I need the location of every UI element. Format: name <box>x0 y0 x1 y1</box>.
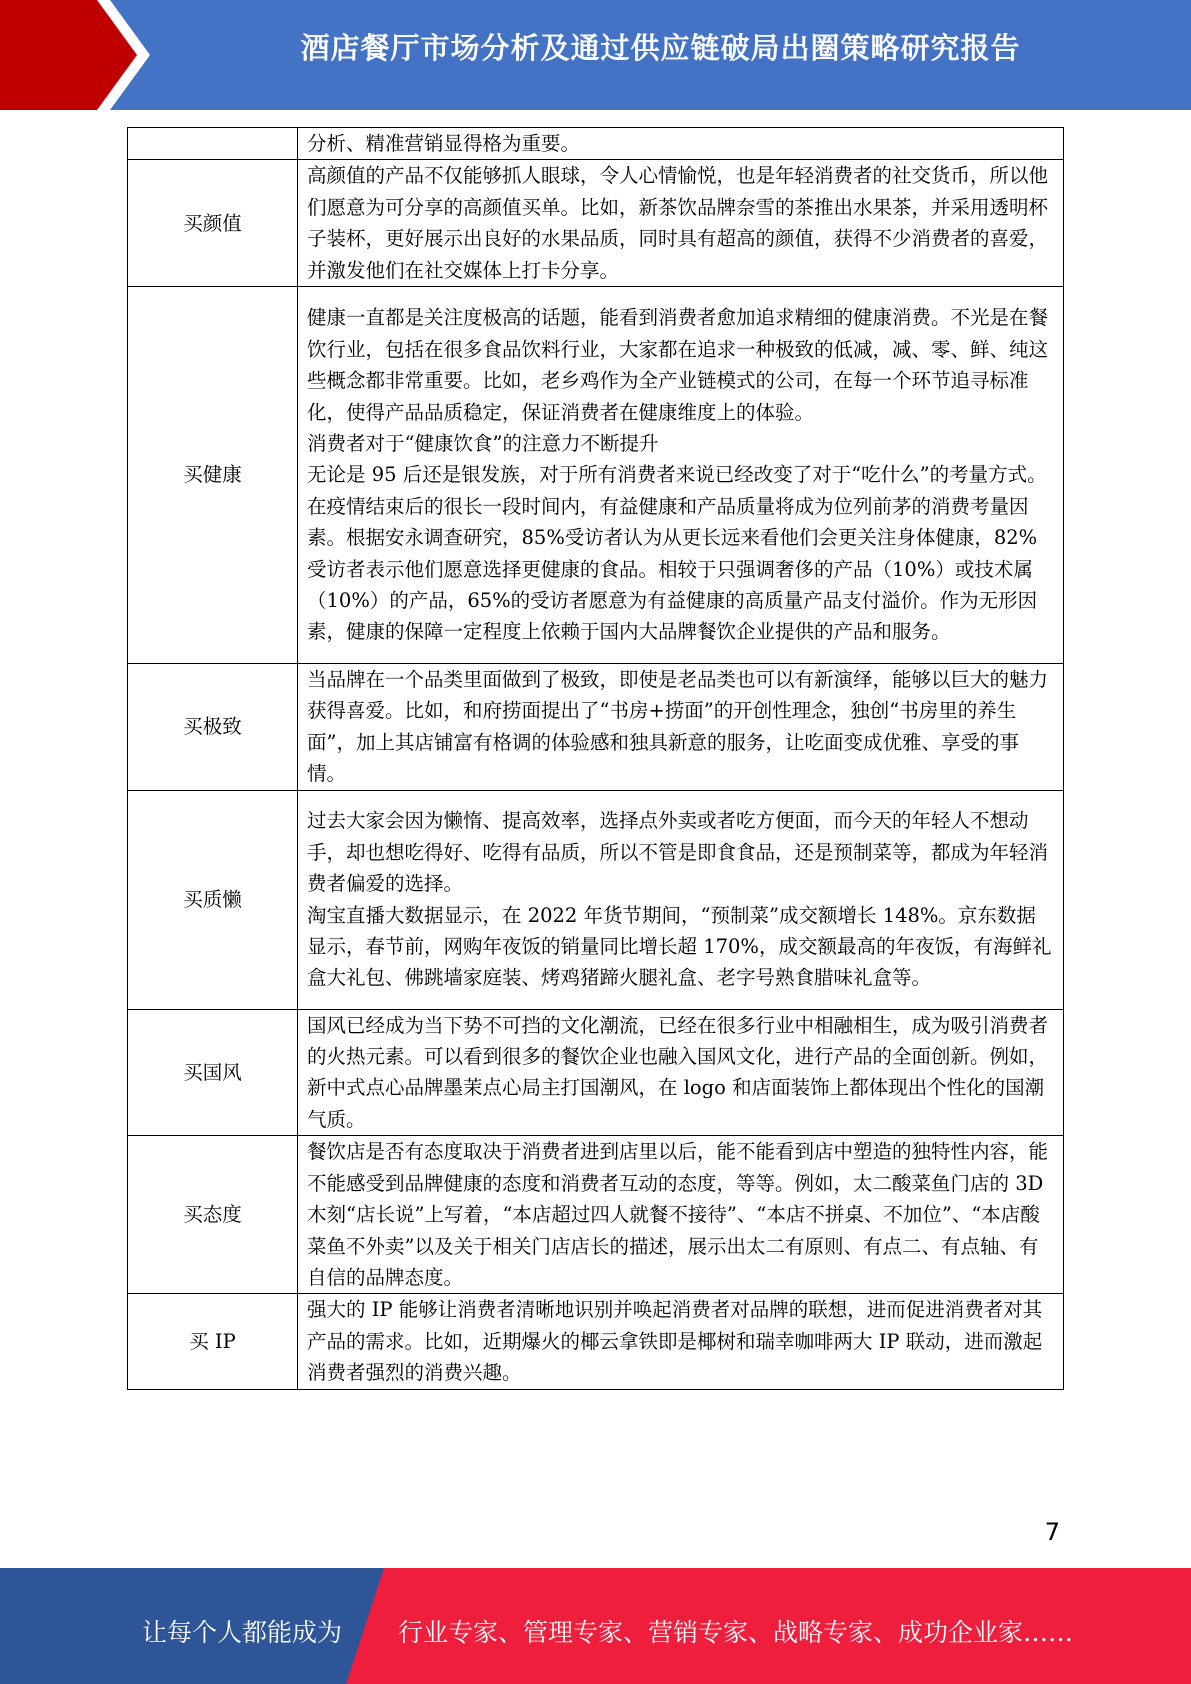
table-row <box>128 1294 1064 1389</box>
row-description <box>298 128 1064 160</box>
header-arrow-icon <box>0 0 150 110</box>
description-paragraph: 健康一直都是关注度极高的话题，能看到消费者愈加追求精细的健康消费。不光是在餐饮行业，包括在很多食品饮料行业，大家都在追求一种极致的低减，减、零、鲜、纯这些概念都非常重要。比如，老乡鸡作为全产业链模式的公司，在每一个环节追寻标准化，使得产品品质稳定，保证消费者在健康维度上的体验。 <box>307 306 1049 424</box>
table-row <box>128 1136 1064 1294</box>
description-paragraph: 高颜值的产品不仅能够抓人眼球，令人心情愉悦，也是年轻消费者的社交货币，所以他们愿意为可分享的高颜值买单。比如，新茶饮品牌奈雪的茶推出水果茶，并采用透明杯子装杯，更好展示出良好的水果品质，同时具有超高的颜值，获得不少消费者的喜爱，并激发他们在社交媒体上打卡分享。 <box>307 164 1049 282</box>
description-paragraph: 强大的 IP 能够让消费者清晰地识别并唤起消费者对品牌的联想，进而促进消费者对其产品的需求。比如，近期爆火的椰云拿铁即是椰树和瑞幸咖啡两大 IP 联动，进而激起消费者强烈的消费兴趣。 <box>307 1298 1043 1385</box>
description-paragraph: 餐饮店是否有态度取决于消费者进到店里以后，能不能看到店中塑造的独特性内容，能不能感受到品牌健康的态度和消费者互动的态度，等等。例如，太二酸菜鱼门店的 3D 木刻“店长说”上写着，“本店超过四人就餐不接待”、“本店不拼桌、不加位”、“本店酸菜鱼不外卖”以及关于相关门店店长的描述，展示出太二有原则、有点二、有点轴、有自信的品牌态度。 <box>307 1140 1049 1289</box>
row-label <box>128 128 298 160</box>
row-description <box>298 790 1064 1009</box>
row-description <box>298 287 1064 664</box>
table-row <box>128 287 1064 664</box>
row-description <box>298 664 1064 791</box>
row-description <box>298 1136 1064 1294</box>
row-description <box>298 160 1064 287</box>
page-footer <box>0 1568 1191 1684</box>
row-label: 买质懒 <box>128 790 298 1009</box>
row-label: 买颜值 <box>128 160 298 287</box>
footer-slogan: 让每个人都能成为 <box>142 1618 343 1647</box>
row-label: 买态度 <box>128 1136 298 1294</box>
description-paragraph: 过去大家会因为懒惰、提高效率，选择点外卖或者吃方便面，而今天的年轻人不想动手，却也想吃得好、吃得有品质，所以不管是即食食品，还是预制菜等，都成为年轻消费者偏爱的选择。 <box>307 809 1049 896</box>
description-paragraph: 无论是 95 后还是银发族，对于所有消费者来说已经改变了对于“吃什么”的考量方式。在疫情结束后的很长一段时间内，有益健康和产品质量将成为位列前茅的消费考量因素。根据安永调查研究，85%受访者认为从更长远来看他们会更关注身体健康，82%受访者表示他们愿意选择更健康的食品。相较于只强调奢侈的产品（10%）或技术属（10%）的产品，65%的受访者愿意为有益健康的高质量产品支付溢价。作为无形因素，健康的保障一定程度上依赖于国内大品牌餐饮企业提供的产品和服务。 <box>307 463 1047 644</box>
row-label: 买健康 <box>128 287 298 664</box>
report-title: 酒店餐厅市场分析及通过供应链破局出圈策略研究报告 <box>300 31 1021 65</box>
footer-roles: 行业专家、管理专家、营销专家、战略专家、成功企业家…… <box>398 1618 1074 1647</box>
table-row <box>128 1009 1064 1136</box>
row-label: 买 IP <box>128 1294 298 1389</box>
row-description <box>298 1009 1064 1136</box>
table-row <box>128 790 1064 1009</box>
description-paragraph: 消费者对于“健康饮食”的注意力不断提升 <box>307 431 659 455</box>
description-paragraph: 国风已经成为当下势不可挡的文化潮流，已经在很多行业中相融相生，成为吸引消费者的火热元素。可以看到很多的餐饮企业也融入国风文化，进行产品的全面创新。例如，新中式点心品牌墨茉点心局主打国潮风，在 logo 和店面装饰上都体现出个性化的国潮气质。 <box>307 1013 1049 1131</box>
description-paragraph: 淘宝直播大数据显示，在 2022 年货节期间，“预制菜”成交额增长 148%。京东数据显示，春节前，网购年夜饭的销量同比增长超 170%，成交额最高的年夜饭，有海鲜礼盒大礼包、佛跳墙家庭装、烤鸡猪蹄火腿礼盒、老字号熟食腊味礼盒等。 <box>307 903 1052 990</box>
table-row <box>128 160 1064 287</box>
table-row <box>128 128 1064 160</box>
page-header <box>0 0 1191 110</box>
consumer-trends-table <box>127 127 1064 1390</box>
row-label: 买极致 <box>128 664 298 791</box>
page-number: 7 <box>1044 1518 1060 1546</box>
description-paragraph: 当品牌在一个品类里面做到了极致，即使是老品类也可以有新演绎，能够以巨大的魅力获得喜爱。比如，和府捞面提出了“书房+捞面”的开创性理念，独创“书房里的养生面”，加上其店铺富有格调的体验感和独具新意的服务，让吃面变成优雅、享受的事情。 <box>307 668 1049 786</box>
description-paragraph: 分析、精准营销显得格为重要。 <box>307 132 581 155</box>
row-label: 买国风 <box>128 1009 298 1136</box>
row-description <box>298 1294 1064 1389</box>
table-row <box>128 664 1064 791</box>
